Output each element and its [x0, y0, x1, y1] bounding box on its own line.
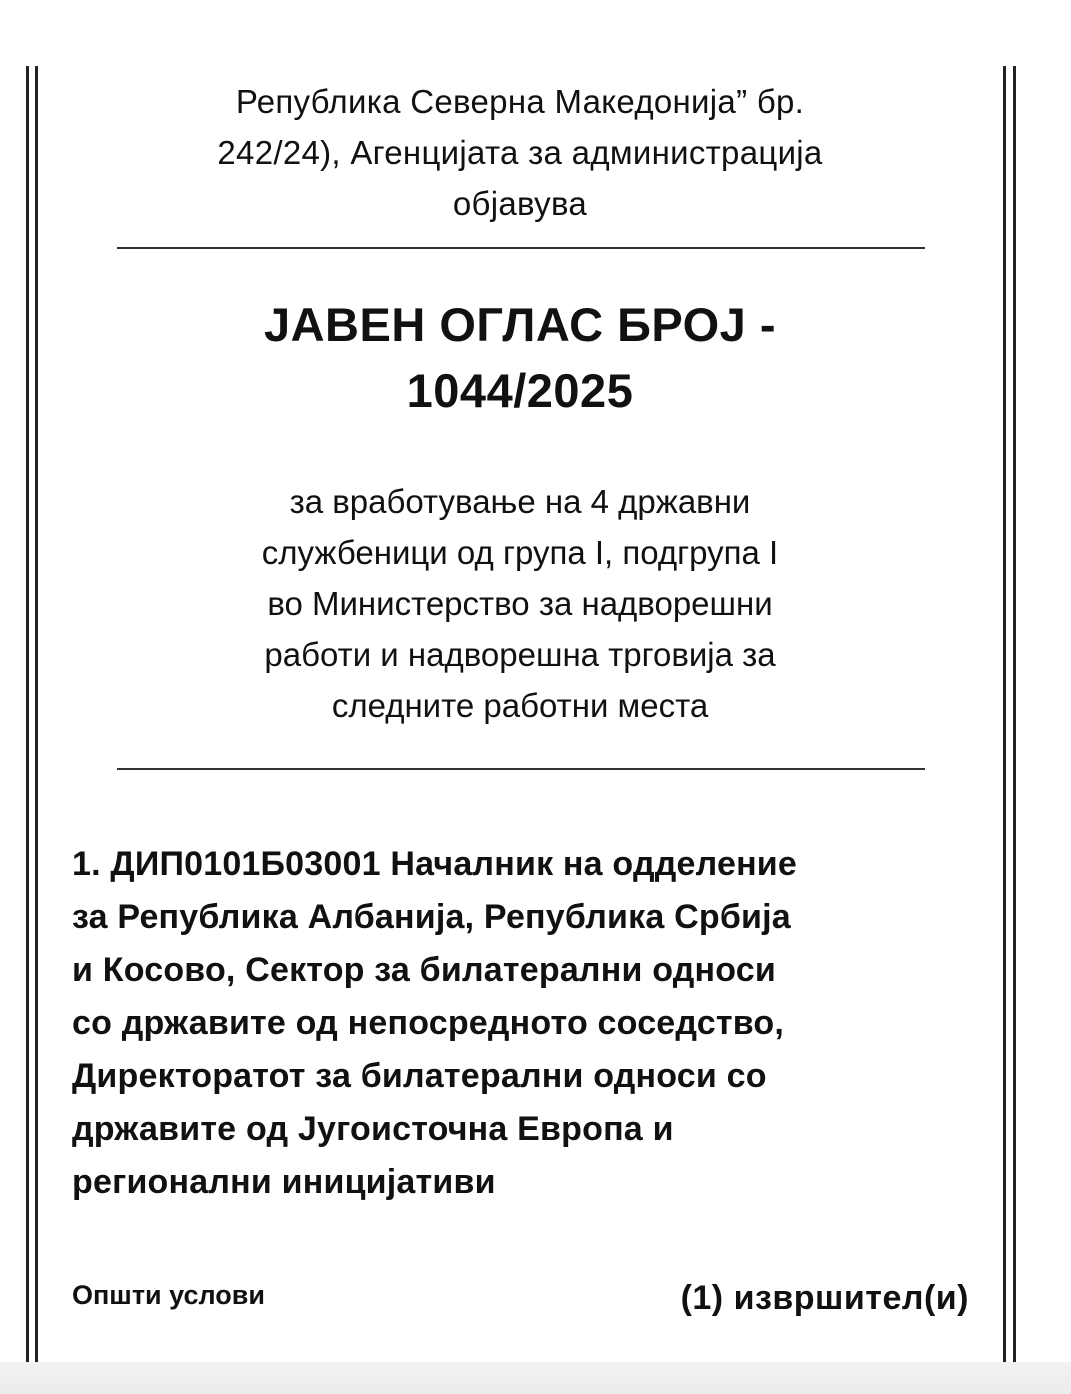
divider-middle [117, 768, 925, 770]
title-line: ЈАВЕН ОГЛАС БРОЈ - [263, 298, 777, 351]
position-line: 1. ДИП0101Б03001 Началник на одделение [72, 845, 798, 883]
position-line: државите од Југоисточна Европа и [72, 1110, 674, 1148]
title-line: 1044/2025 [406, 364, 634, 417]
general-conditions-label: Општи услови [72, 1280, 265, 1310]
job-position [72, 838, 952, 1209]
announcement-subtitle [140, 476, 900, 731]
intro-text [110, 76, 930, 229]
position-line: регионални иницијативи [72, 1163, 496, 1201]
right-border-outer [1013, 66, 1016, 1362]
subtitle-line: за вработување на 4 државни [289, 483, 751, 520]
position-line: со државите од непосредното соседство, [72, 1004, 784, 1042]
left-border-outer [26, 66, 29, 1362]
position-line: за Република Албанија, Република Србија [72, 898, 791, 936]
position-line: Директоратот за билатерални односи со [72, 1057, 767, 1095]
executors-count: (1) извршител(и) [680, 1279, 969, 1317]
subtitle-line: службеници од група I, подгрупа I [261, 534, 779, 571]
subtitle-line: следните работни места [331, 687, 709, 724]
position-line: и Косово, Сектор за билатерални односи [72, 951, 776, 989]
subtitle-line: работи и надворешна трговија за [264, 636, 776, 673]
subtitle-line: во Министерство за надворешни [267, 585, 773, 622]
right-border-inner [1003, 66, 1006, 1362]
intro-line: објавува [452, 185, 588, 222]
intro-line: 242/24), Агенцијата за администрација [217, 134, 823, 171]
announcement-title [80, 292, 960, 424]
intro-line: Република Северна Македонија” бр. [235, 83, 805, 120]
divider-top [117, 247, 925, 249]
page-bottom-edge [0, 1362, 1071, 1394]
left-border-inner [35, 66, 38, 1362]
